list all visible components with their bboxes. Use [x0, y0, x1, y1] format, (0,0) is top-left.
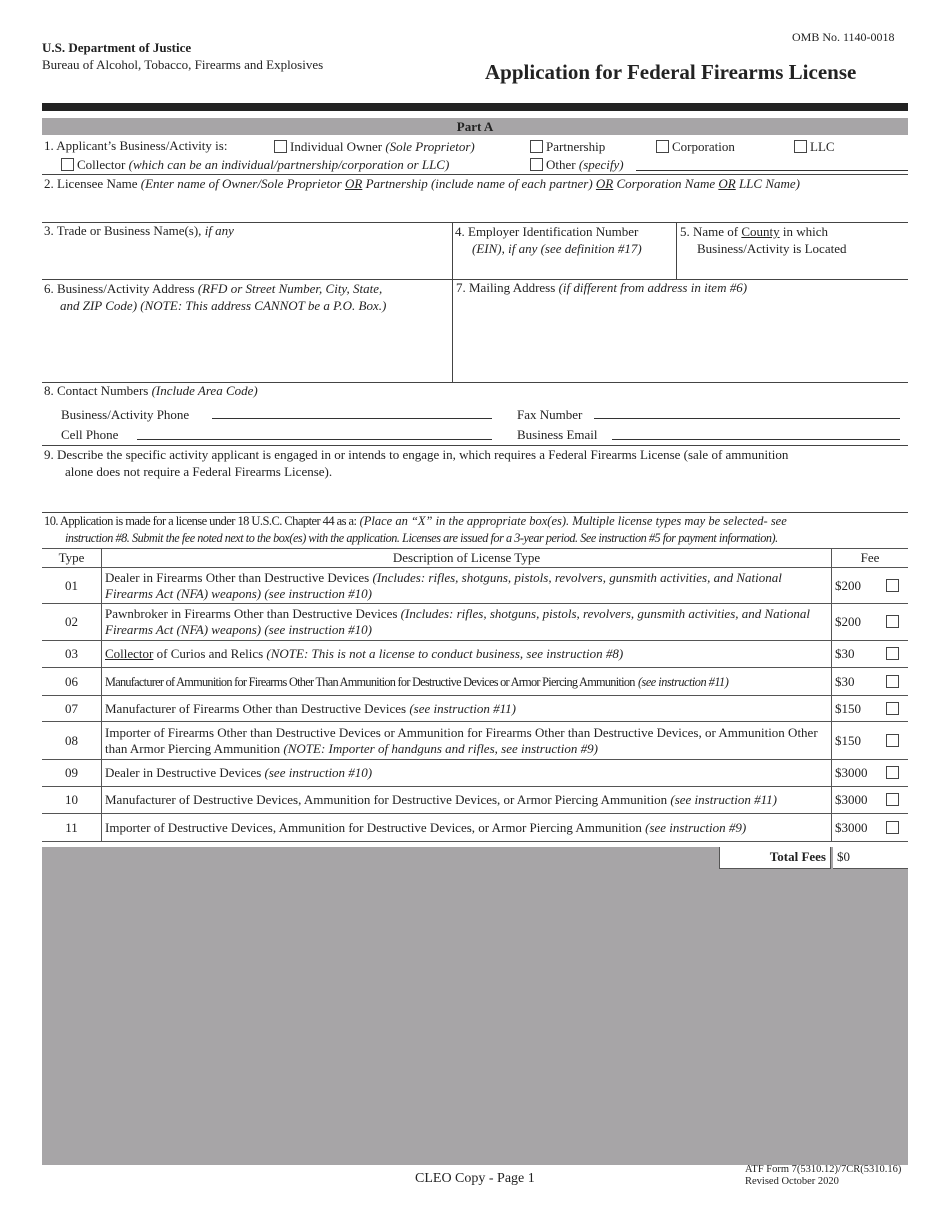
- llc-checkbox[interactable]: [794, 140, 807, 153]
- bureau-name: Bureau of Alcohol, Tobacco, Firearms and Explosives: [42, 57, 324, 72]
- license-row-07: 07 Manufacturer of Firearms Other than Destructive Devices (see instruction #11) $150: [42, 696, 908, 722]
- license-row-06: 06 Manufacturer of Ammunition for Firearms Other Than Ammunition for Destructive Devices or Armor Piercing Ammunition (see instruction #11) $30: [42, 668, 908, 696]
- q4-label: 4. Employer Identification Number (EIN), if any (see definition #17): [455, 224, 642, 256]
- email-label: Business Email: [517, 427, 598, 442]
- trade-name-input[interactable]: [42, 242, 450, 276]
- omb-number: OMB No. 1140-0018: [792, 30, 895, 44]
- business-address-input[interactable]: [42, 316, 450, 378]
- option-collector[interactable]: Collector (which can be an individual/partnership/corporation or LLC): [61, 157, 449, 173]
- license-07-checkbox[interactable]: [886, 702, 899, 715]
- license-08-checkbox[interactable]: [886, 734, 899, 747]
- department-name: U.S. Department of Justice: [42, 40, 192, 55]
- fax-label: Fax Number: [517, 407, 583, 422]
- license-row-10: 10 Manufacturer of Destructive Devices, Ammunition for Destructive Devices, or Armor Piercing Ammunition (see instruction #11) $3000: [42, 787, 908, 814]
- q3-label: 3. Trade or Business Name(s), if any: [44, 223, 234, 238]
- license-row-01: 01 Dealer in Firearms Other than Destructive Devices (Includes: rifles, shotguns, pistols, revolvers, gunsmith activities, and National Firearms Act (NFA) weapons) (see instruction #10) $200: [42, 568, 908, 604]
- option-partnership[interactable]: Partnership: [530, 139, 605, 155]
- q10-label: 10. Application is made for a license under 18 U.S.C. Chapter 44 as a: (Place an “X” in the appropriate box(es). Multiple license types may be selected- see instruction #8. Submit the fee noted next to the box(es) with the application. Licenses are issued for a 3-year period. See instruction #5 for payment information).: [44, 514, 787, 545]
- corporation-checkbox[interactable]: [656, 140, 669, 153]
- option-other[interactable]: Other (specify): [530, 157, 624, 173]
- individual-owner-checkbox[interactable]: [274, 140, 287, 153]
- cell-phone-label: Cell Phone: [61, 427, 119, 442]
- header-band: [42, 103, 908, 111]
- county-input[interactable]: [680, 258, 906, 276]
- business-phone-input[interactable]: [212, 418, 492, 419]
- option-llc[interactable]: LLC: [794, 139, 835, 155]
- license-06-checkbox[interactable]: [886, 675, 899, 688]
- q7-label: 7. Mailing Address (if different from address in item #6): [456, 280, 748, 295]
- form-identifier: ATF Form 7(5310.12)/7CR(5310.16) Revised October 2020: [745, 1164, 902, 1187]
- option-individual-owner[interactable]: Individual Owner (Sole Proprietor): [274, 139, 475, 155]
- fax-input[interactable]: [594, 418, 900, 419]
- q1-label: 1. Applicant’s Business/Activity is:: [44, 138, 228, 153]
- license-10-checkbox[interactable]: [886, 793, 899, 806]
- type-column-header: Type: [42, 549, 102, 568]
- license-row-03: 03 Collector of Curios and Relics (NOTE: This is not a license to conduct business, see instruction #8) $30: [42, 641, 908, 668]
- license-row-08: 08 Importer of Firearms Other than Destructive Devices or Ammunition for Firearms Other than Destructive Devices, or Ammunition Other than Armor Piercing Ammunition (NOTE: Importer of handguns and rifles, see instruction #9) $150: [42, 722, 908, 760]
- license-row-09: 09 Dealer in Destructive Devices (see instruction #10) $3000: [42, 760, 908, 787]
- option-corporation[interactable]: Corporation: [656, 139, 735, 155]
- license-02-checkbox[interactable]: [886, 615, 899, 628]
- total-fees-label: Total Fees: [719, 847, 831, 869]
- part-a-heading: Part A: [42, 118, 908, 135]
- activity-description-input[interactable]: [42, 482, 908, 510]
- form-title: Application for Federal Firearms License: [485, 60, 857, 84]
- ein-input[interactable]: [455, 258, 673, 276]
- q8-label: 8. Contact Numbers (Include Area Code): [44, 383, 258, 398]
- q5-label: 5. Name of County in which Business/Activity is Located: [680, 224, 847, 256]
- q9-label: 9. Describe the specific activity applicant is engaged in or intends to engage in, which requires a Federal Firearms License (sale of ammunition alone does not require a Federal Firearms License).: [44, 447, 789, 479]
- shaded-unused-area: [42, 847, 908, 1165]
- description-column-header: Description of License Type: [102, 549, 832, 568]
- q6-label: 6. Business/Activity Address (RFD or Street Number, City, State, and ZIP Code) (NOTE: This address CANNOT be a P.O. Box.): [44, 281, 387, 313]
- mailing-address-input[interactable]: [455, 298, 905, 378]
- license-row-11: 11 Importer of Destructive Devices, Ammunition for Destructive Devices, or Armor Piercing Ammunition (see instruction #9) $3000: [42, 814, 908, 842]
- license-01-checkbox[interactable]: [886, 579, 899, 592]
- other-specify-input[interactable]: [636, 170, 908, 171]
- license-11-checkbox[interactable]: [886, 821, 899, 834]
- fee-column-header: Fee: [832, 549, 909, 568]
- page-label: CLEO Copy - Page 1: [415, 1171, 535, 1186]
- business-phone-label: Business/Activity Phone: [61, 407, 190, 422]
- license-09-checkbox[interactable]: [886, 766, 899, 779]
- partnership-checkbox[interactable]: [530, 140, 543, 153]
- cell-phone-input[interactable]: [137, 439, 492, 440]
- licensee-name-input[interactable]: [42, 193, 908, 221]
- license-type-table: [42, 548, 908, 842]
- total-fees-value[interactable]: $0: [833, 847, 908, 869]
- collector-checkbox[interactable]: [61, 158, 74, 171]
- other-checkbox[interactable]: [530, 158, 543, 171]
- q2-label: 2. Licensee Name (Enter name of Owner/Sole Proprietor OR Partnership (include name of each partner) OR Corporation Name OR LLC Name): [44, 176, 800, 191]
- license-row-02: 02 Pawnbroker in Firearms Other than Destructive Devices (Includes: rifles, shotguns, pistols, revolvers, gunsmith activities, and National Firearms Act (NFA) weapons) (see instruction #10) $200: [42, 604, 908, 641]
- license-03-checkbox[interactable]: [886, 647, 899, 660]
- business-email-input[interactable]: [612, 439, 900, 440]
